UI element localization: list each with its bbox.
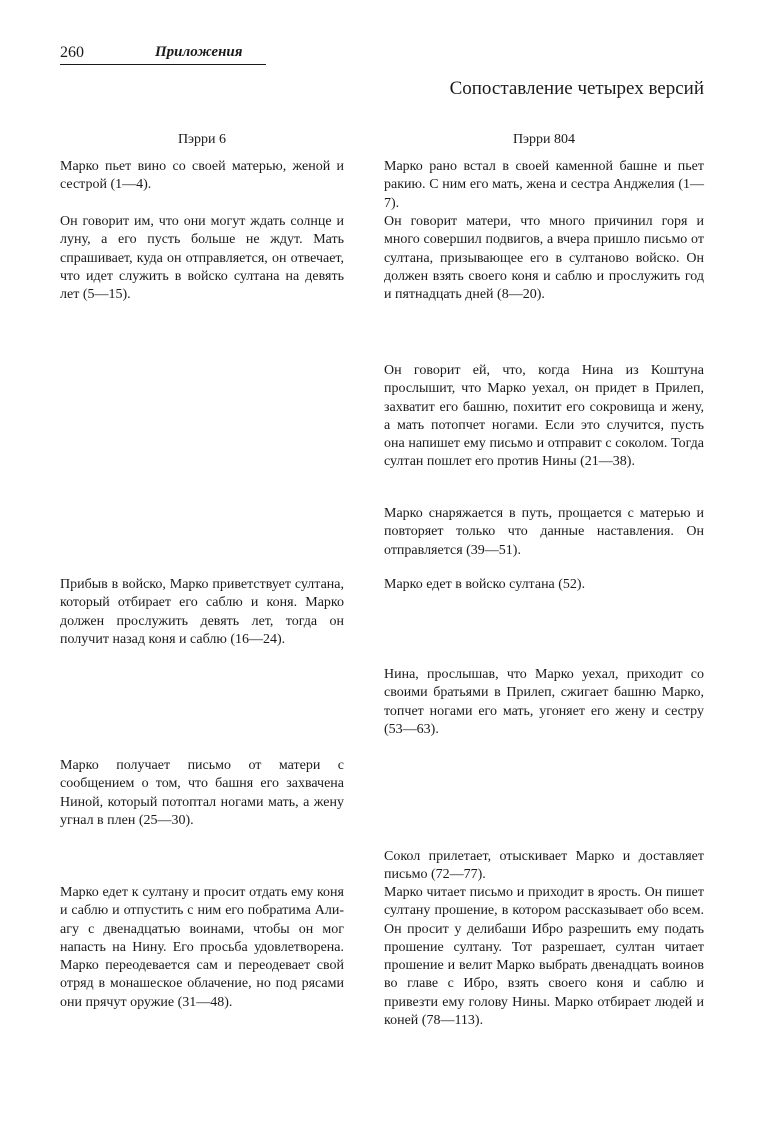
right-paragraph-3: Он говорит ей, что, когда Нина из Коштуна прослышит, что Марко уехал, он придет в Прилеп, захватит его башню, похитит его сокровища и жену, а мать потопчет ногами. Если это случится, пусть она напишет ему письмо и отправит с соколом. Тогда султан пошлет его против Нины (21—38). (384, 363, 704, 470)
running-title: Приложения (155, 44, 243, 60)
right-paragraph-4: Марко снаряжается в путь, прощается с матерью и повторяет только что данные наставления. Он отправляется (39—51). (384, 506, 704, 558)
left-paragraph-3: Прибыв в войско, Марко приветствует султана, который отбирает его саблю и коня. Марко должен прослужить девять лет, тогда он получит назад коня и саблю (16—24). (60, 577, 344, 647)
section-title: Сопоставление четырех версий (449, 78, 704, 99)
right-paragraph-1: Марко рано встал в своей каменной башне и пьет ракию. С ним его мать, жена и сестра Анджелия (1—7). (384, 159, 704, 211)
left-paragraph-2: Он говорит им, что они могут ждать солнце и луну, а его пусть больше не ждут. Мать спрашивает, куда он отправляется, он отвечает, что идет служить в войско султана на девять лет (5—15). (60, 214, 344, 303)
right-paragraph-6: Нина, прослышав, что Марко уехал, приходит со своими братьями в Прилеп, сжигает башню Марко, топчет ногами его мать, угоняет его жену и сестру (53—63). (384, 667, 704, 737)
right-paragraph-2: Он говорит матери, что много причинил горя и много совершил подвигов, а вчера пришло письмо от султана, призывающее его в султаново войско. Он должен взять своего коня и саблю и прослужить год и пятнадцать дней (8—20). (384, 214, 704, 303)
left-paragraph-4: Марко получает письмо от матери с сообщением о том, что башня его захвачена Ниной, который потоптал ногами мать, а жену угнал в плен (25—30). (60, 758, 344, 828)
left-paragraph-1: Марко пьет вино со своей матерью, женой и сестрой (1—4). (60, 159, 344, 193)
right-paragraph-8: Марко читает письмо и приходит в ярость. Он пишет султану прошение, в котором рассказывает обо всем. Он просит у делибаши Ибро разрешить ему подать прошение султану. Тот разрешает, султан читает прошение и велит Марко выбрать двенадцать воинов во главе с Ибро, взять своего коня и саблю и привезти ему голову Нины. Марко отбирает людей и коней (78—113). (384, 885, 704, 1029)
right-paragraph-5: Марко едет в войско султана (52). (384, 577, 586, 592)
page-header (60, 44, 266, 65)
left-column-heading: Пэрри 6 (177, 132, 227, 147)
page-number: 260 (60, 44, 84, 61)
right-paragraph-7: Сокол прилетает, отыскивает Марко и доставляет письмо (72—77). (384, 849, 704, 883)
left-paragraph-5: Марко едет к султану и просит отдать ему коня и саблю и отпустить с ним его побратима Али-агу с двенадцатью воинами, чтобы он мог напасть на Нину. Его просьба удовлетворена. Марко переодевается сам и переодевает свой отряд в монашеское облачение, но под рясами они прячут оружие (31—48). (60, 885, 344, 1010)
right-column-heading: Пэрри 804 (512, 132, 576, 147)
